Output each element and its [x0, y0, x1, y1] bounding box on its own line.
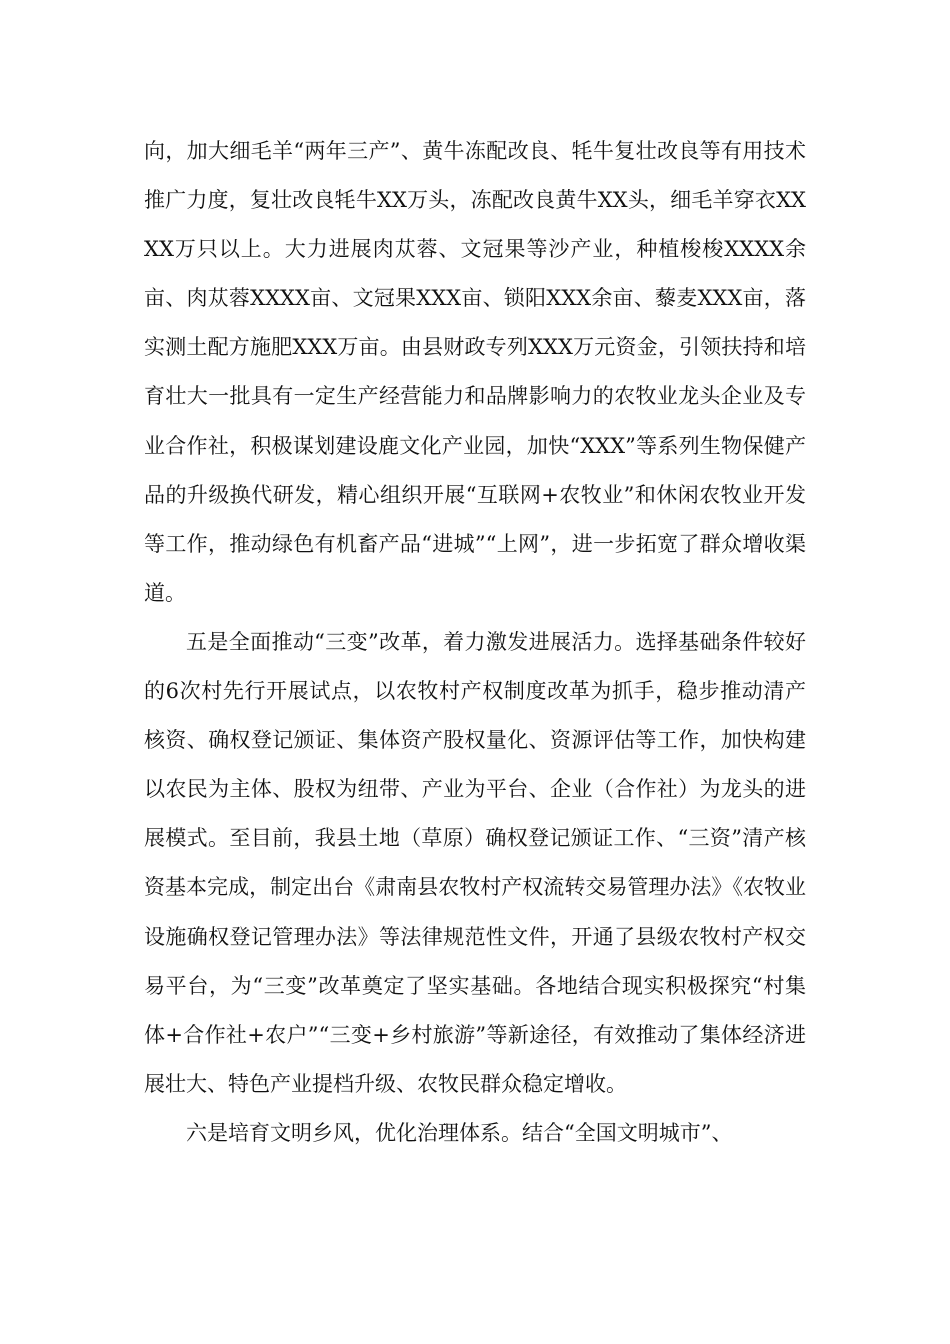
paragraph-1: 向，加大细毛羊“两年三产”、黄牛冻配改良、牦牛复壮改良等有用技术推广力度，复壮改良牦牛XX万头，冻配改良黄牛XX头，细毛羊穿衣XXXX万只以上。大力进展肉苁蓉、文冠果等沙产业，种植梭梭XXXX余亩、肉苁蓉XXXX亩、文冠果XXX亩、锁阳XXX余亩、藜麦XXX亩，落实测土配方施肥XXX万亩。由县财政专列XXX万元资金，引领扶持和培育壮大一批具有一定生产经营能力和品牌影响力的农牧业龙头企业及专业合作社，积极谋划建设鹿文化产业园，加快“XXX”等系列生物保健产品的升级换代研发，精心组织开展“互联网+农牧业”和休闲农牧业开发等工作，推动绿色有机畜产品“进城”“上网”，进一步拓宽了群众增收渠道。	[144, 139, 806, 605]
paragraph-3: 六是培育文明乡风，优化治理体系。结合“全国文明城市”、	[186, 1120, 733, 1145]
document-body	[144, 127, 806, 1158]
paragraph-2: 五是全面推动“三变”改革，着力激发进展活力。选择基础条件较好的6次村先行开展试点，以农牧村产权制度改革为抓手，稳步推动清产核资、确权登记颁证、集体资产股权量化、资源评估等工作，加快构建以农民为主体、股权为纽带、产业为平台、企业（合作社）为龙头的进展模式。至目前，我县土地（草原）确权登记颁证工作、“三资”清产核资基本完成，制定出台《肃南县农牧村产权流转交易管理办法》《农牧业设施确权登记管理办法》等法律规范性文件，开通了县级农牧村产权交易平台，为“三变”改革奠定了坚实基础。各地结合现实积极探究“村集体+合作社+农户”“三变+乡村旅游”等新途径，有效推动了集体经济进展壮大、特色产业提档升级、农牧民群众稳定增收。	[144, 629, 806, 1096]
